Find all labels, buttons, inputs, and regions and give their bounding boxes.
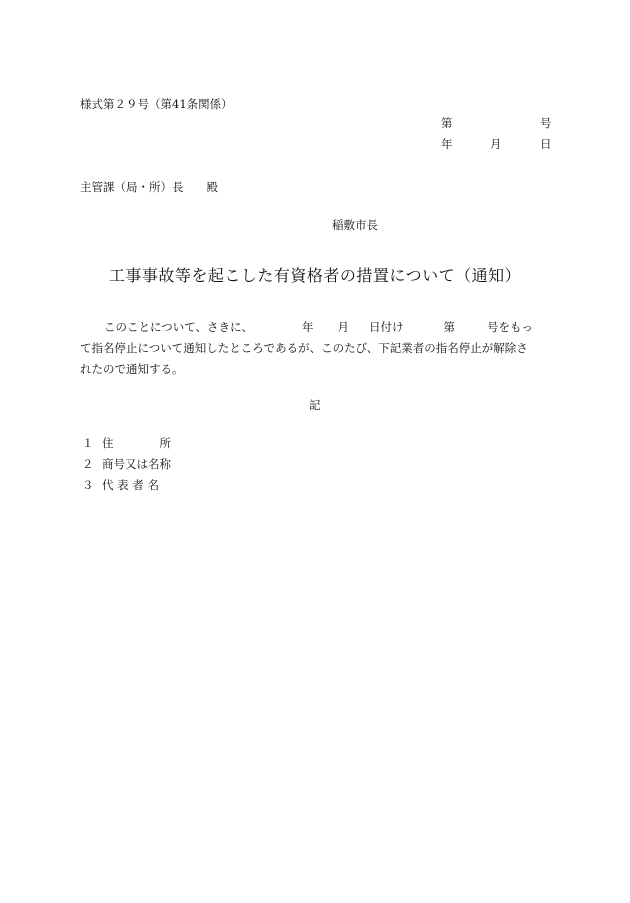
body-line-3: れたので通知する。 bbox=[80, 362, 184, 376]
doc-number-gou: 号 bbox=[540, 116, 552, 130]
document-title: 工事事故等を起こした有資格者の措置について（通知） bbox=[108, 266, 522, 285]
body-line-2: て指名停止について通知したところであるが、このたび、下記業者の指名停止が解除さ bbox=[80, 341, 528, 355]
ki-heading: 記 bbox=[309, 398, 321, 412]
addressee: 主管課（局・所）長 殿 bbox=[80, 180, 218, 194]
doc-date-day: 日 bbox=[540, 137, 552, 151]
item-label: 商号又は名称 bbox=[102, 457, 171, 471]
body-intro: このことについて、さきに、 bbox=[104, 320, 254, 334]
doc-number-dai: 第 bbox=[441, 116, 453, 130]
doc-date-month: 月 bbox=[490, 137, 502, 151]
list-item bbox=[82, 438, 171, 450]
form-number: 様式第２９号（第41条関係） bbox=[80, 97, 233, 111]
body-gou: 号をもっ bbox=[487, 320, 534, 334]
body-dated: 日付け bbox=[369, 320, 404, 334]
body-year: 年 bbox=[302, 320, 314, 334]
list-item bbox=[82, 480, 159, 492]
sender: 稲敷市長 bbox=[332, 218, 378, 232]
item-label: 住 所 bbox=[102, 436, 171, 450]
item-number: １ bbox=[82, 436, 94, 450]
doc-date-year: 年 bbox=[441, 137, 453, 151]
item-number: ２ bbox=[82, 457, 94, 471]
body-month: 月 bbox=[337, 320, 350, 334]
body-text bbox=[80, 317, 550, 380]
list-item bbox=[82, 459, 171, 471]
item-label: 代 表 者 名 bbox=[102, 478, 159, 492]
body-dai: 第 bbox=[443, 320, 456, 334]
item-number: ３ bbox=[82, 478, 94, 492]
body-line-1 bbox=[80, 317, 550, 338]
